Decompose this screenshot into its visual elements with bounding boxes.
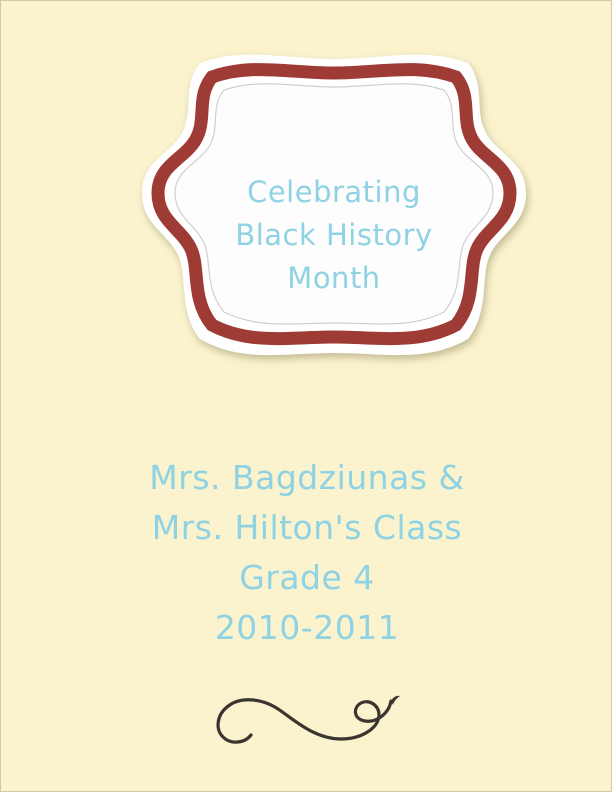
class-info-block bbox=[1, 453, 612, 653]
class-info-line-1: Mrs. Bagdziunas & bbox=[149, 458, 465, 497]
plaque-title-line-2: Black History bbox=[235, 218, 433, 252]
class-info-line-4: 2010-2011 bbox=[214, 608, 400, 647]
class-info-line-3: Grade 4 bbox=[239, 558, 375, 597]
decorative-plaque bbox=[134, 43, 534, 388]
plaque-title-line-3: Month bbox=[287, 261, 381, 295]
class-info-line-2: Mrs. Hilton's Class bbox=[151, 508, 463, 547]
swirl-flourish-icon bbox=[207, 687, 407, 757]
plaque-title bbox=[134, 171, 534, 300]
plaque-title-line-1: Celebrating bbox=[247, 175, 421, 209]
